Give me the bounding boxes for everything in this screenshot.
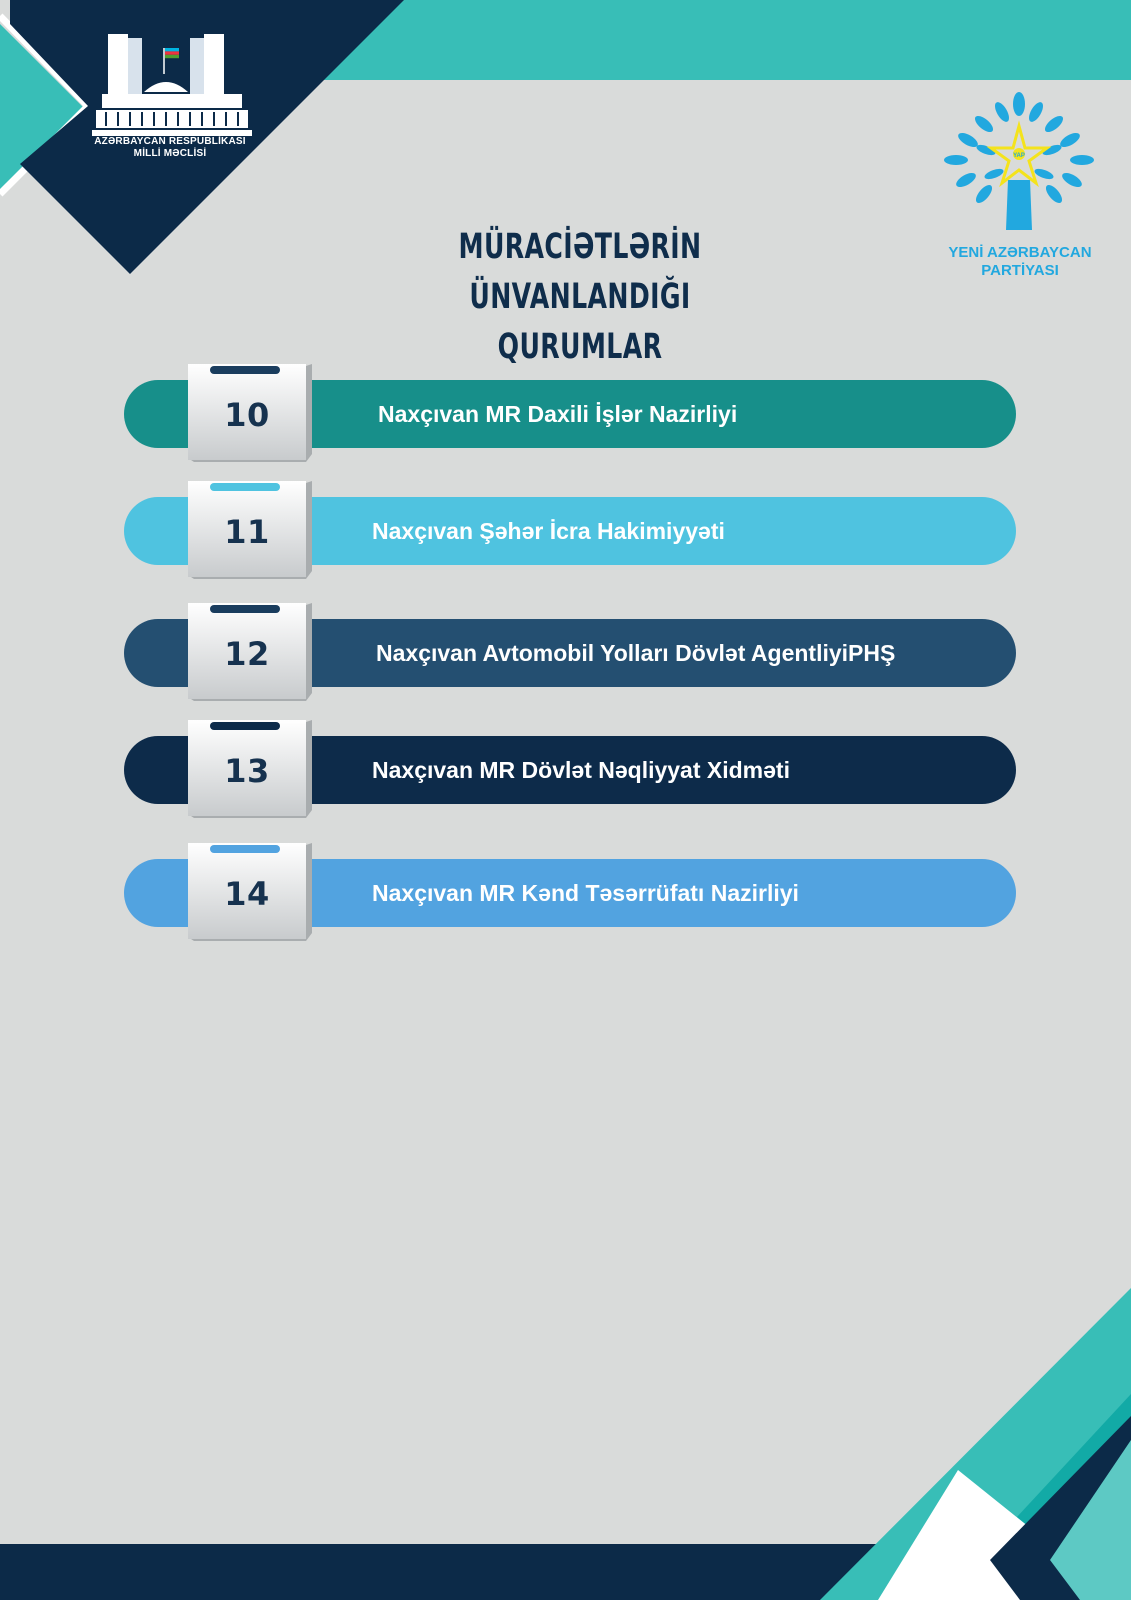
party-caption-line-2: PARTİYASI [981,262,1059,279]
item-label: Naxçıvan MR Daxili İşlər Nazirliyi [378,401,738,427]
top-teal-band [300,0,1131,80]
party-caption [930,244,1110,280]
tree-emblem-icon [944,90,1094,235]
page-title [357,222,803,372]
party-emblem-text: YAP [1013,153,1025,159]
item-label: Naxçıvan MR Dövlət Nəqliyyat Xidməti [372,757,790,783]
parliament-caption-line-1: AZƏRBAYCAN RESPUBLİKASI [94,136,246,147]
page-title-line-1: MÜRACİƏTLƏRİN ÜNVANLANDIĞI [458,227,702,317]
item-number: 14 [224,875,270,913]
list-item [124,619,1016,687]
item-label: Naxçıvan MR Kənd Təsərrüfatı Nazirliyi [372,880,799,906]
item-number: 13 [224,752,270,790]
list-item [124,859,1016,927]
item-number: 10 [224,396,270,434]
list-item [124,736,1016,804]
azerbaijan-flag-icon [164,48,179,74]
item-number: 12 [224,635,270,673]
list-item [124,380,1016,448]
page-title-line-2: QURUMLAR [497,327,663,367]
item-label: Naxçıvan Avtomobil Yolları Dövlət AgentliyiPHŞ [376,640,896,666]
list-item [124,497,1016,565]
item-label: Naxçıvan Şəhər İcra Hakimiyyəti [372,518,725,544]
parliament-caption [80,136,260,160]
party-caption-line-1: YENİ AZƏRBAYCAN [948,244,1092,261]
item-number: 11 [224,513,270,551]
parliament-caption-line-2: MİLLİ MƏCLİSİ [133,148,207,159]
